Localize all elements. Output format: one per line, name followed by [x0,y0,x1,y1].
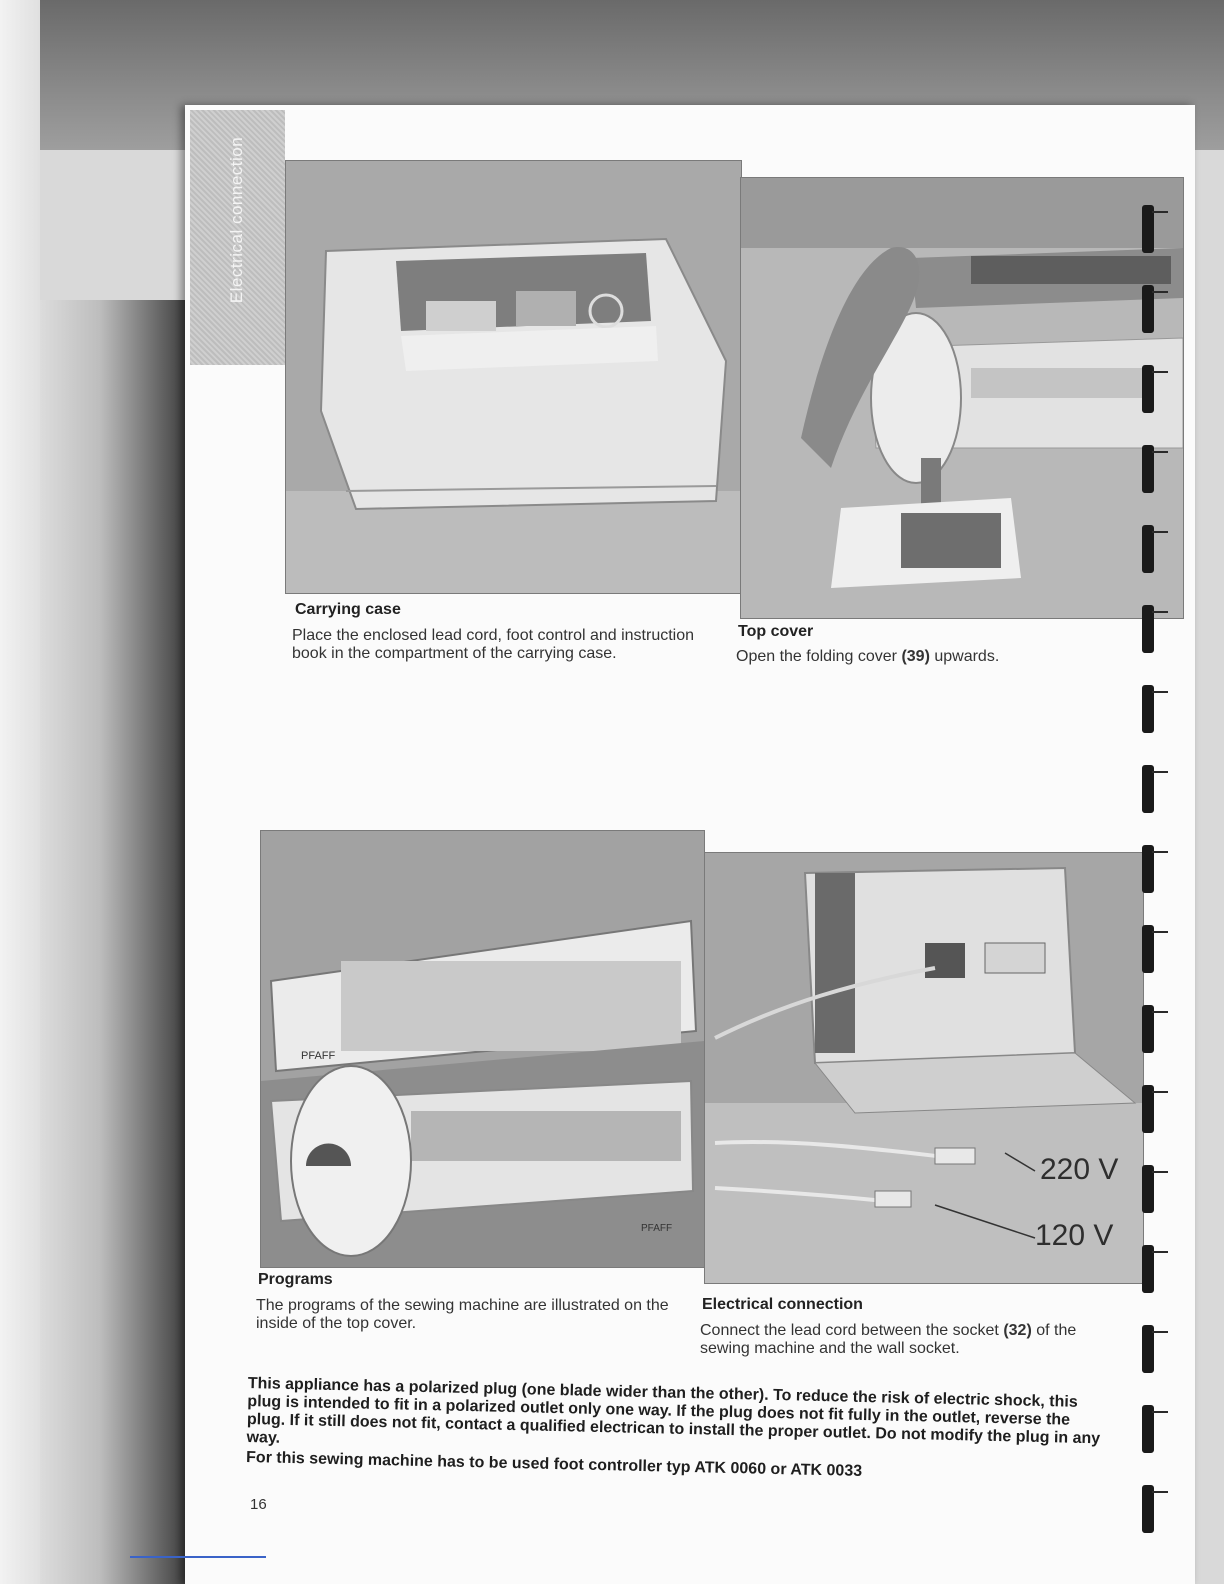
spiral-ring [1130,445,1168,493]
carrying-case-text: Place the enclosed lead cord, foot control and instruction book in the compartment of the carrying case. [292,627,695,662]
spiral-ring [1130,1405,1168,1453]
foot-controller-notice: For this sewing machine has to be used foot controller typ ATK 0060 or ATK 0033 [245,1448,863,1480]
spiral-ring [1130,1005,1168,1053]
electrical-ref: (32) [1003,1322,1032,1339]
spiral-ring [1130,685,1168,733]
top-cover-text-b: upwards. [929,648,1000,665]
spiral-ring [1130,605,1168,653]
page-shadow [40,300,190,1584]
page-number: 16 [250,1496,267,1513]
spiral-ring [1130,205,1168,253]
programs-title: Programs [258,1271,333,1288]
photo-carrying-case [285,160,742,594]
electrical-text-a: Connect the lead cord between the socket [700,1322,1004,1339]
electrical-title: Electrical connection [702,1296,863,1313]
spiral-ring [1130,285,1168,333]
pfaff-cover-logo: PFAFF [301,1050,336,1062]
spiral-ring [1130,1085,1168,1133]
top-cover-text-a: Open the folding cover [736,648,902,665]
photo-top-cover [740,177,1184,619]
safety-notice [246,1375,1108,1486]
spiral-ring [1130,525,1168,573]
scanner-edge [0,0,40,1584]
section-tab-label: Electrical connection [227,136,247,304]
spiral-ring [1130,925,1168,973]
electrical-text [700,1322,1120,1358]
polarized-plug-notice: This appliance has a polarized plug (one blade wider than the other). To reduce the risk of electric shock, this plug is intended to fit in a polarized outlet only one way. If the plug does not fit fully in the outlet, reverse the plug. If it still does not fit, contact a qualified electrican to install the proper outlet. Do not modify the plug in any way. [246,1375,1101,1448]
top-cover-ref: (39) [901,648,930,665]
top-cover-text [736,648,1156,666]
spiral-ring [1130,845,1168,893]
scan-artifact-line [130,1556,266,1558]
electrical-text-b: of the sewing machine and the wall socket. [700,1322,1077,1357]
spiral-ring [1130,365,1168,413]
section-tab-label-wrap [190,110,285,330]
label-220v: 220 V [1040,1153,1119,1186]
programs-text: The programs of the sewing machine are illustrated on the inside of the top cover. [256,1297,669,1332]
pfaff-body-logo: PFAFF [641,1223,673,1234]
top-cover-title: Top cover [738,623,814,640]
spiral-ring [1130,1485,1168,1533]
spiral-ring [1130,1165,1168,1213]
label-120v: 120 V [1035,1219,1114,1252]
carrying-case-title: Carrying case [295,601,401,618]
spiral-ring [1130,1325,1168,1373]
spiral-ring [1130,1245,1168,1293]
photo-programs [260,830,705,1268]
spiral-ring [1130,765,1168,813]
